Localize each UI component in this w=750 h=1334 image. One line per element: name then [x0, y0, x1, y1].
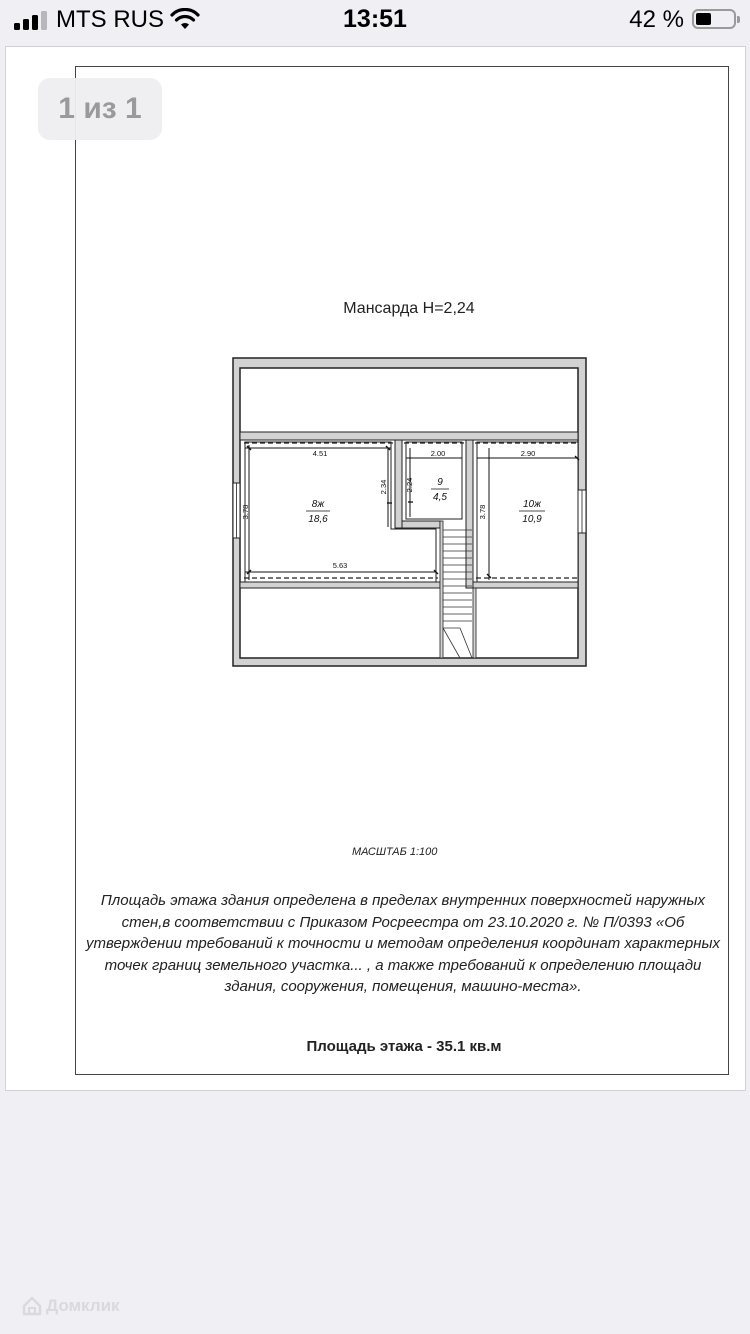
total-area: Площадь этажа - 35.1 кв.м: [306, 1038, 502, 1055]
battery-icon: [692, 9, 736, 29]
dim-room9-width: 2.00: [430, 449, 446, 458]
watermark-brand: Домклик: [46, 1296, 120, 1315]
floor-plan: [228, 350, 592, 670]
plan-title: Мансарда Н=2,24: [343, 300, 475, 317]
dim-room8-width: 4.51: [312, 449, 328, 458]
carrier-name: MTS RUS: [56, 6, 164, 33]
dim-room8-bottom: 5.63: [332, 561, 348, 570]
room-10-number: 10ж: [522, 499, 542, 510]
dim-room8-height: 3.78: [241, 504, 250, 520]
battery-percentage: 42 %: [629, 6, 684, 33]
room-10-area: 10,9: [522, 514, 542, 525]
room-9-number: 9: [437, 477, 443, 488]
status-bar: [0, 0, 750, 44]
dim-room10-width: 2.90: [520, 449, 536, 458]
dim-room10-height: 3.78: [478, 504, 487, 520]
page-counter: 1 из 1: [38, 78, 162, 140]
dim-room9-height: 2.24: [405, 477, 414, 493]
area-note: Площадь этажа здания определена в пределах внутренних поверхностей наружных стен,в соответствии с Приказом Росреестра от 23.10.2020 г. № П/0393 «Об утверждении требований к точности и методам определения координат характерных точек границ земельного участка... , а также требований к определению площади здания, сооружения, помещения, машино-места».: [85, 892, 721, 995]
house-logo-icon: [22, 1296, 42, 1316]
clock: 13:51: [343, 5, 407, 33]
dim-room8-notch: 2.34: [379, 479, 388, 495]
room-8-area: 18,6: [308, 514, 328, 525]
scale-label: МАСШТАБ 1:100: [352, 846, 438, 858]
room-9-area: 4,5: [433, 492, 447, 503]
watermark: [22, 1296, 120, 1316]
room-8-number: 8ж: [311, 499, 325, 510]
